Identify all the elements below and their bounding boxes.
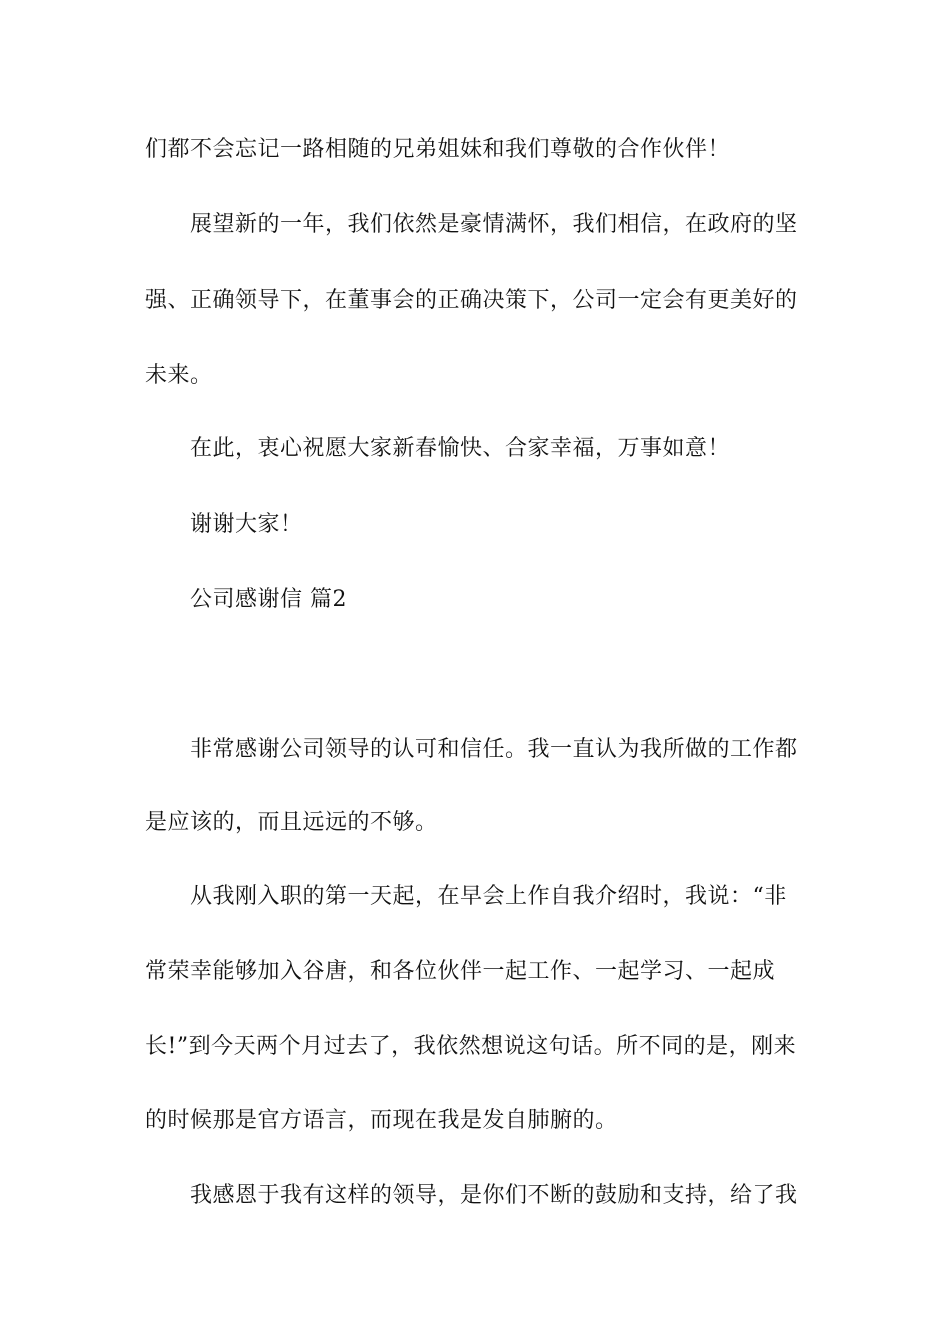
text-line: 展望新的一年，我们依然是豪情满怀，我们相信，在政府的坚 [190,212,798,237]
text-line: 长!”到今天两个月过去了，我依然想说这句话。所不同的是，刚来 [145,1034,797,1059]
text-line: 的时候那是官方语言，而现在我是发自肺腑的。 [145,1108,618,1133]
text-line: 常荣幸能够加入谷唐，和各位伙伴一起工作、一起学习、一起成 [145,959,776,984]
text-line: 强、正确领导下，在董事会的正确决策下，公司一定会有更美好的 [145,288,798,313]
section-heading: 公司感谢信 篇2 [190,587,347,612]
text-line: 未来。 [145,363,213,388]
text-line: 是应该的，而且远远的不够。 [145,810,438,835]
text-line: 谢谢大家！ [190,512,303,537]
text-line: 我感恩于我有这样的领导，是你们不断的鼓励和支持，给了我 [190,1183,798,1208]
text-line: 非常感谢公司领导的认可和信任。我一直认为我所做的工作都 [190,737,798,762]
text-line: 在此，衷心祝愿大家新春愉快、合家幸福，万事如意！ [190,436,731,461]
text-line: 从我刚入职的第一天起，在早会上作自我介绍时，我说：“非 [190,884,787,909]
text-line: 们都不会忘记一路相随的兄弟姐妹和我们尊敬的合作伙伴！ [145,137,731,162]
